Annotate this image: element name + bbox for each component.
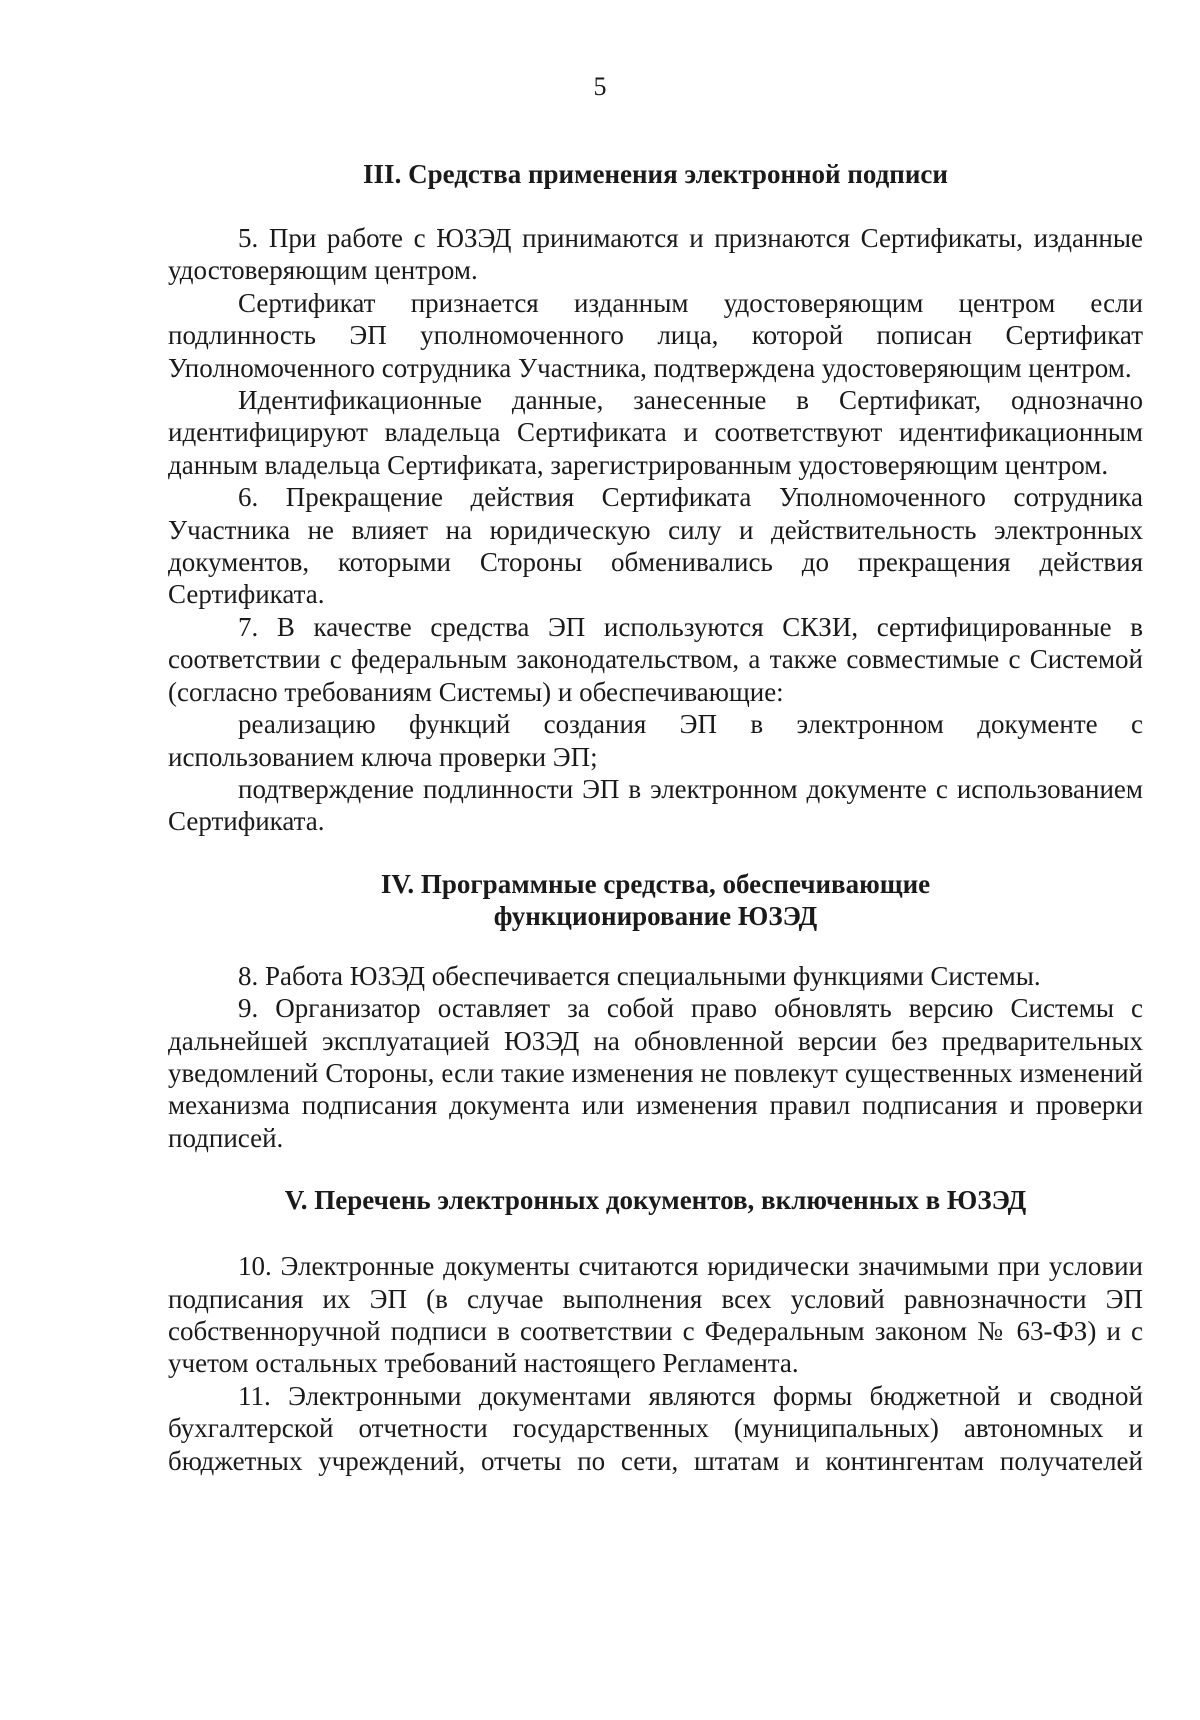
paragraph-certificate-recognition: Сертификат признается изданным удостоверяющим центром если подлинность ЭП уполномоченного лица, которой пописан Сертификат Уполномоченного сотрудника Участника, подтверждена удостоверяющим центром. (168, 287, 1143, 383)
paragraph-7-item-1: реализацию функций создания ЭП в электронном документе с использованием ключа проверки ЭП; (168, 709, 1143, 772)
paragraph-11: 11. Электронными документами являются формы бюджетной и сводной бухгалтерской отчетности государственных (муниципальных) автономных и бюджетных учреждений, отчеты по сети, штатам и контингентам получателей (168, 1380, 1143, 1476)
section-4-heading-line-2: функционирование ЮЗЭД (493, 900, 818, 931)
section-5-heading: V. Перечень электронных документов, включенных в ЮЗЭД (284, 1185, 1027, 1216)
section-4-heading-line-1: IV. Программные средства, обеспечивающие (380, 868, 931, 899)
document-body (168, 158, 1143, 1477)
paragraph-8: 8. Работа ЮЗЭД обеспечивается специальными функциями Системы. (238, 960, 1041, 991)
section-4-heading (168, 868, 1143, 932)
paragraph-10: 10. Электронные документы считаются юридически значимыми при условии подписания их ЭП (в случае выполнения всех условий равнозначности ЭП собственноручной подписи в соответствии с Федеральным законом № 63-ФЗ) и с учетом остальных требований настоящего Регламента. (168, 1251, 1143, 1379)
paragraph-7-item-2: подтверждение подлинности ЭП в электронном документе с использованием Сертификата. (168, 773, 1143, 837)
paragraph-5: 5. При работе с ЮЗЭД принимаются и признаются Сертификаты, изданные удостоверяющим центром. (168, 223, 1143, 286)
page-number: 5 (593, 72, 607, 101)
paragraph-7: 7. В качестве средства ЭП используются СКЗИ, сертифицированные в соответствии с федеральным законодательством, а также совместимые с Системой (согласно требованиям Системы) и обеспечивающие: (168, 611, 1143, 707)
paragraph-6: 6. Прекращение действия Сертификата Уполномоченного сотрудника Участника не влияет на юридическую силу и действительность электронных документов, которыми Стороны обменивались до прекращения действия Сертификата. (168, 482, 1143, 610)
paragraph-9: 9. Организатор оставляет за собой право обновлять версию Системы с дальнейшей эксплуатацией ЮЗЭД на обновленной версии без предварительных уведомлений Стороны, если такие изменения не повлекут существенных изменений механизма подписания документа или изменения правил подписания и проверки подписей. (168, 993, 1143, 1153)
paragraph-identification-data: Идентификационные данные, занесенные в Сертификат, однозначно идентифицируют владельца Сертификата и соответствуют идентификационным данным владельца Сертификата, зарегистрированным удостоверяющим центром. (168, 385, 1143, 480)
section-3-heading: III. Средства применения электронной подписи (363, 159, 948, 189)
